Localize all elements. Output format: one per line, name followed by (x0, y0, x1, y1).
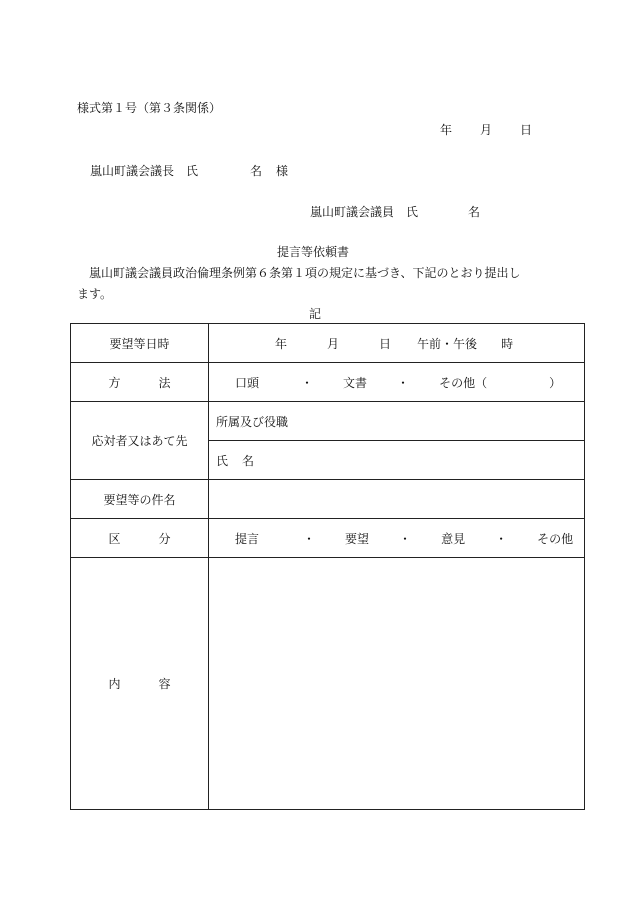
datetime-hour: 時 (501, 336, 514, 351)
table-row-category (71, 519, 585, 558)
method-sep-2: ・ (397, 375, 410, 390)
method-option-document[interactable]: 文書 (343, 375, 368, 390)
form-number: 様式第１号（第３条関係） (77, 101, 222, 115)
category-option-proposal[interactable]: 提言 (235, 531, 260, 546)
respondent-name-field[interactable] (209, 441, 585, 480)
category-option-opinion[interactable]: 意見 (441, 531, 466, 546)
datetime-label: 要望等日時 (71, 324, 209, 363)
datetime-month: 月 (327, 336, 340, 351)
datetime-year: 年 (275, 336, 288, 351)
body-line-1: 嵐山町議会議員政治倫理条例第６条第１項の規定に基づき、下記のとおり提出し (89, 266, 521, 280)
date-day-label: 日 (520, 123, 533, 137)
category-field[interactable] (209, 519, 585, 558)
date-month-label: 月 (480, 123, 493, 137)
method-label (71, 363, 209, 402)
table-row-method (71, 363, 585, 402)
addressee-honorific: 様 (276, 164, 289, 178)
respondent-name-label-b: 名 (242, 453, 255, 468)
subject-field[interactable] (209, 480, 585, 519)
date-year-label: 年 (440, 123, 453, 137)
content-label-b: 容 (158, 677, 171, 691)
addressee-line (90, 164, 288, 178)
category-sep-3: ・ (495, 531, 508, 546)
sender-label: 嵐山町議会議員 氏 (310, 205, 419, 219)
table-row-content (71, 558, 585, 810)
method-option-oral[interactable]: 口頭 (235, 375, 260, 390)
category-label-a: 区 (108, 531, 121, 546)
table-row-subject (71, 480, 585, 519)
table-row-respondent-affiliation (71, 402, 585, 441)
datetime-day: 日 (379, 336, 392, 351)
content-label (71, 558, 209, 810)
method-sep-1: ・ (301, 375, 314, 390)
body-line-2: ます。 (77, 287, 113, 301)
method-label-a: 方 (108, 375, 121, 390)
method-option-other[interactable]: その他（ (439, 375, 488, 390)
method-option-other-close: ） (549, 375, 562, 390)
table-row-datetime (71, 324, 585, 363)
addressee-label: 嵐山町議会議長 氏 (90, 164, 199, 178)
content-field[interactable] (209, 558, 585, 810)
date-line (440, 123, 532, 137)
category-sep-1: ・ (303, 531, 316, 546)
respondent-affiliation-field[interactable] (209, 402, 585, 441)
respondent-label: 応対者又はあて先 (71, 402, 209, 480)
subject-label: 要望等の件名 (71, 480, 209, 519)
method-label-b: 法 (158, 375, 171, 390)
respondent-name-label-a: 氏 (216, 453, 229, 468)
category-option-request[interactable]: 要望 (345, 531, 370, 546)
content-label-a: 内 (108, 677, 121, 691)
document-title: 提言等依頼書 (277, 245, 350, 259)
request-form-table (70, 323, 585, 810)
category-sep-2: ・ (399, 531, 412, 546)
method-field[interactable] (209, 363, 585, 402)
datetime-ampm: 午前・午後 (417, 336, 478, 351)
category-label (71, 519, 209, 558)
ki-label: 記 (309, 307, 322, 321)
sender-name-char: 名 (468, 205, 481, 219)
addressee-name-char: 名 (250, 164, 263, 178)
respondent-affiliation-label: 所属及び役職 (216, 414, 289, 429)
sender-line (310, 205, 480, 219)
category-label-b: 分 (158, 531, 171, 546)
datetime-field[interactable] (209, 324, 585, 363)
category-option-other[interactable]: その他 (537, 531, 574, 546)
